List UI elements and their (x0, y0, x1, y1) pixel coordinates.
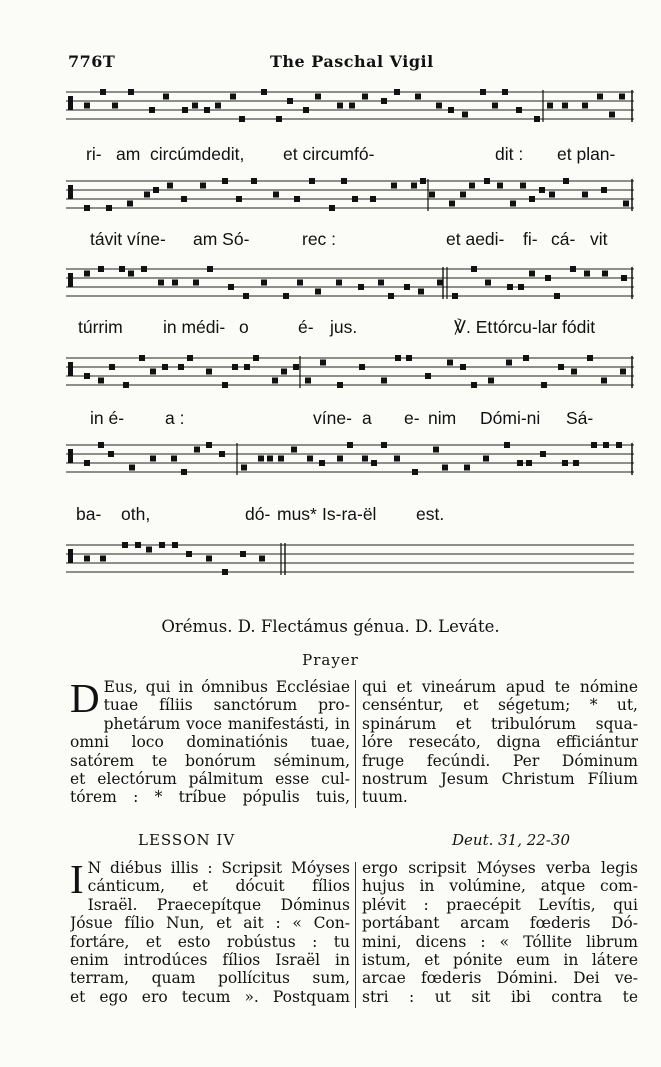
chant-staff (66, 541, 634, 581)
neume (167, 183, 173, 189)
neume (172, 280, 178, 286)
neume (420, 178, 426, 184)
chant-syllable: cá- (551, 229, 576, 249)
neume (84, 271, 90, 277)
neume (623, 201, 629, 207)
neume (261, 280, 267, 286)
neume (84, 205, 90, 211)
neume (206, 442, 212, 448)
neume (362, 94, 368, 100)
neume (129, 465, 135, 471)
neume (352, 196, 358, 202)
neume (150, 369, 156, 375)
prayer-line: qui et vineárum apud te nómine (362, 678, 638, 696)
neume (545, 275, 551, 281)
neume (582, 192, 588, 198)
chant-staff (66, 88, 634, 128)
chant-staff (66, 177, 634, 217)
clef-mark (68, 273, 73, 287)
neume (529, 196, 535, 202)
neume (171, 456, 177, 462)
neume (504, 442, 510, 448)
chant-syllable: ba- (76, 504, 102, 524)
neume (84, 373, 90, 379)
neume (562, 460, 568, 466)
neume (347, 442, 353, 448)
lesson-line: stri : ut sit ibi contra te (362, 987, 638, 1006)
lesson-line: cánticum, et dócuit fílios (87, 877, 350, 896)
lesson-reference: Deut. 31, 22-30 (452, 831, 570, 849)
neume (128, 271, 134, 277)
neume (562, 103, 568, 109)
neume (222, 178, 228, 184)
neume (381, 442, 387, 448)
neume (404, 284, 410, 290)
neume (272, 378, 278, 384)
neume (571, 369, 577, 375)
prayer-line: tuae fíliis sanctórum pro- (103, 696, 350, 715)
neume (158, 280, 164, 286)
neume (84, 556, 90, 562)
lesson-title: LESSON IV (138, 831, 236, 849)
chant-syllable: et circumfó- (283, 144, 375, 164)
neume (485, 280, 491, 286)
neume (587, 355, 593, 361)
prayer-line: tórem : * tríbue pópulis tuis, (70, 788, 350, 807)
neume (98, 442, 104, 448)
neume (429, 192, 435, 198)
neume (540, 451, 546, 457)
neume (460, 364, 466, 370)
lesson-line: mini, dicens : « Tóllite librum (362, 932, 638, 951)
neume (516, 107, 522, 113)
neume (619, 94, 625, 100)
lesson-line: Israël. Praecepítque Dóminus (87, 895, 350, 914)
neume (181, 196, 187, 202)
neume (520, 183, 526, 189)
neume (541, 382, 547, 388)
neume (484, 178, 490, 184)
neume (200, 183, 206, 189)
lesson-line: Jósue fílio Nun, et ait : « Con- (70, 914, 350, 933)
chant-syllable: am (116, 144, 141, 164)
prayer-line: fruge fecúndi. Per Dóminum (362, 751, 638, 770)
neume (100, 556, 106, 562)
prayer-line: et electórum pálmitum esse cul- (70, 769, 350, 788)
column-divider (355, 680, 356, 808)
neume (563, 178, 569, 184)
lesson-line: plévit : praecépit Levítis, qui (362, 895, 638, 914)
neume (251, 178, 257, 184)
page-number: 776T (68, 52, 116, 71)
neume (570, 266, 576, 272)
neume (192, 103, 198, 109)
clef-mark (68, 549, 73, 563)
neume (359, 364, 365, 370)
neume (108, 451, 114, 457)
neume (309, 178, 315, 184)
neume (462, 112, 468, 118)
chant-syllable: dó- (245, 504, 271, 524)
neume (315, 94, 321, 100)
neume (507, 284, 513, 290)
neume (621, 275, 627, 281)
neume (411, 183, 417, 189)
clef-mark (68, 185, 73, 199)
neume (141, 266, 147, 272)
clef-mark (68, 449, 73, 463)
neume (358, 284, 364, 290)
lesson-left-column (70, 856, 350, 1006)
neume (447, 360, 453, 366)
neume (278, 456, 284, 462)
neume (240, 551, 246, 557)
neume (547, 103, 553, 109)
neume (539, 187, 545, 193)
neume (150, 456, 156, 462)
neume (186, 551, 192, 557)
neume (510, 201, 516, 207)
chant-syllable: a (362, 408, 372, 428)
chant-syllable: in médi- (163, 317, 226, 337)
neume (616, 442, 622, 448)
neume (341, 178, 347, 184)
neume (127, 201, 133, 207)
chant-syllable: nim (428, 408, 457, 428)
chant-syllable: túrrim (78, 317, 123, 337)
neume (526, 460, 532, 466)
chant-syllable: jus. (330, 317, 358, 337)
prayer-line: lóre resecáto, digna efficiántur (362, 733, 638, 752)
neume (573, 460, 579, 466)
neume (349, 103, 355, 109)
neume (187, 355, 193, 361)
prayer-line: tuum. (362, 788, 408, 807)
neume (293, 364, 299, 370)
neume (442, 465, 448, 471)
neume (294, 196, 300, 202)
neume (172, 542, 178, 548)
lesson-initial: I (70, 856, 84, 902)
neume (267, 456, 273, 462)
neume (480, 89, 486, 95)
prayer-line: satórem te bonórum séminum, (70, 751, 350, 770)
lesson-line: terram, quam pollícitus sum, (70, 969, 350, 988)
chant-syllable: circúmdedit, (150, 144, 245, 164)
prayer-line: spinárum et tribulórum squa- (362, 714, 638, 733)
neume (215, 103, 221, 109)
neume (119, 266, 125, 272)
neume (259, 556, 265, 562)
neume (258, 456, 264, 462)
chant-syllable: tórcu-lar fódit (493, 317, 596, 337)
clef-mark (68, 362, 73, 376)
neume (222, 382, 228, 388)
neume (261, 89, 267, 95)
lesson-line: ergo scripsit Móyses verba legis (362, 859, 638, 877)
neume (273, 192, 279, 198)
chant-syllable: in é- (90, 408, 125, 428)
neume (591, 442, 597, 448)
neume (388, 293, 394, 299)
neume (146, 547, 152, 553)
neume (228, 284, 234, 290)
neume (517, 460, 523, 466)
neume (471, 266, 477, 272)
chant-syllable: fi- (523, 229, 538, 249)
neume (394, 456, 400, 462)
neume (122, 542, 128, 548)
neume (601, 378, 607, 384)
neume (381, 98, 387, 104)
neume (471, 382, 477, 388)
neume (523, 355, 529, 361)
neume (464, 465, 470, 471)
neume (153, 187, 159, 193)
neume (305, 378, 311, 384)
chant-syllable: Dómi-ni (480, 408, 541, 428)
prayer-line: omni loco dominatiónis tuae, (70, 733, 350, 752)
chant-staff (66, 441, 634, 481)
neume (135, 542, 141, 548)
neume (337, 456, 343, 462)
neume (128, 89, 134, 95)
neume (178, 364, 184, 370)
neume (206, 369, 212, 375)
neume (620, 369, 626, 375)
neume (297, 280, 303, 286)
neume (601, 187, 607, 193)
prayer-line: censéntur, et ségetum; * ut, (362, 696, 638, 715)
chant-syllable: est. (416, 504, 445, 524)
neume (139, 355, 145, 361)
chant-staff (66, 265, 634, 305)
neume (488, 378, 494, 384)
neume (253, 355, 259, 361)
neume (395, 355, 401, 361)
neume (287, 98, 293, 104)
prayer-line: Eus, qui in ómnibus Ecclésiae (103, 678, 350, 696)
neume (194, 447, 200, 453)
clef-mark (68, 96, 73, 110)
neume (529, 271, 535, 277)
neume (193, 280, 199, 286)
neume (597, 94, 603, 100)
chant-syllable: é- (298, 317, 314, 337)
lesson-line: istum, et pónite eum in látere (362, 950, 638, 969)
neume (391, 183, 397, 189)
neume (412, 469, 418, 475)
neume (603, 442, 609, 448)
chant-syllable: oth, (121, 504, 151, 524)
neume (149, 107, 155, 113)
prayer-heading: Prayer (302, 651, 359, 669)
neume (276, 116, 282, 122)
neume (483, 456, 489, 462)
lesson-line: arcae fœderis Dómini. Dei ve- (362, 969, 638, 988)
neume (584, 271, 590, 277)
neume (84, 103, 90, 109)
neume (319, 460, 325, 466)
neume (98, 266, 104, 272)
neume (492, 103, 498, 109)
chant-syllable: Is-ra-ël (322, 504, 377, 524)
chant-syllable: rec : (302, 229, 337, 249)
neume (460, 192, 466, 198)
chant-syllable: ri- (86, 144, 102, 164)
neume (219, 451, 225, 457)
neume (558, 364, 564, 370)
neume (436, 103, 442, 109)
chant-syllable: e- (404, 408, 420, 428)
prayer-right-column (362, 678, 638, 807)
neume (425, 373, 431, 379)
neume (381, 378, 387, 384)
neume (315, 289, 321, 295)
neume (394, 89, 400, 95)
neume (415, 94, 421, 100)
lesson-right-column (362, 859, 638, 1006)
neume (84, 460, 90, 466)
neume (337, 382, 343, 388)
chant-syllable: víne- (313, 408, 352, 428)
neume (182, 107, 188, 113)
neume (303, 107, 309, 113)
lesson-line: hujus in volúmine, atque com- (362, 877, 638, 896)
neume (207, 266, 213, 272)
lesson-line: N diébus illis : Scripsit Móyses (87, 859, 350, 877)
neume (370, 196, 376, 202)
neume (236, 196, 242, 202)
neume (337, 103, 343, 109)
neume (232, 364, 238, 370)
neume (222, 569, 228, 575)
neume (469, 183, 475, 189)
lesson-line: enim introdúces fílios Israël in (70, 950, 350, 969)
neume (320, 360, 326, 366)
neume (437, 280, 443, 286)
neume (204, 107, 210, 113)
neume (371, 460, 377, 466)
neume (100, 89, 106, 95)
chant-syllable: et aedi- (446, 229, 505, 249)
neume (291, 447, 297, 453)
neume (159, 542, 165, 548)
chant-syllable: et plan- (557, 144, 616, 164)
neume (497, 183, 503, 189)
chant-syllable: a : (165, 408, 185, 428)
neume (106, 205, 112, 211)
chant-syllable: o (239, 317, 249, 337)
neume (123, 382, 129, 388)
neume (241, 465, 247, 471)
neume (534, 116, 540, 122)
neume (362, 456, 368, 462)
neume (433, 447, 439, 453)
chant-syllable: vit (590, 229, 608, 249)
chant-syllable: távit víne- (90, 229, 166, 249)
neume (206, 556, 212, 562)
neume (518, 284, 524, 290)
neume (112, 103, 118, 109)
chant-syllable: mus* (277, 504, 317, 524)
neume (502, 89, 508, 95)
lesson-line: fortáre, et esto robústus : tu (70, 932, 350, 951)
rubric-oremus: Orémus. D. Flectámus génua. D. Leváte. (161, 617, 500, 636)
neume (549, 192, 555, 198)
neume (163, 94, 169, 100)
neume (162, 364, 168, 370)
neume (109, 364, 115, 370)
prayer-line: nostrum Jesum Christum Fílium (362, 769, 638, 788)
neume (329, 205, 335, 211)
lesson-line: et ego ero tecum ». Postquam (70, 987, 350, 1006)
neume (378, 280, 384, 286)
running-title: The Paschal Vigil (270, 52, 434, 71)
neume (283, 293, 289, 299)
neume (307, 456, 313, 462)
neume (281, 369, 287, 375)
prayer-initial: D (70, 675, 100, 721)
chant-staff (66, 354, 634, 394)
neume (506, 360, 512, 366)
chant-syllable: am Só- (193, 229, 250, 249)
neume (98, 378, 104, 384)
chant-syllable: dit : (495, 144, 524, 164)
prayer-left-column (70, 675, 350, 807)
neume (449, 201, 455, 207)
neume (244, 364, 250, 370)
chant-syllable: Sá- (566, 408, 594, 428)
neume (452, 293, 458, 299)
neume (181, 469, 187, 475)
neume (554, 293, 560, 299)
neume (582, 103, 588, 109)
neume (144, 192, 150, 198)
neume (230, 94, 236, 100)
prayer-line: phetárum voce manifestásti, in (103, 714, 350, 733)
column-divider (355, 862, 356, 1008)
neume (243, 293, 249, 299)
neume (448, 107, 454, 113)
neume (239, 116, 245, 122)
chant-syllable: ℣. Et (454, 317, 493, 337)
neume (602, 271, 608, 277)
neume (336, 280, 342, 286)
neume (406, 355, 412, 361)
neume (609, 112, 615, 118)
neume (418, 289, 424, 295)
lesson-line: portábant arcam fœderis Dó- (362, 914, 638, 933)
